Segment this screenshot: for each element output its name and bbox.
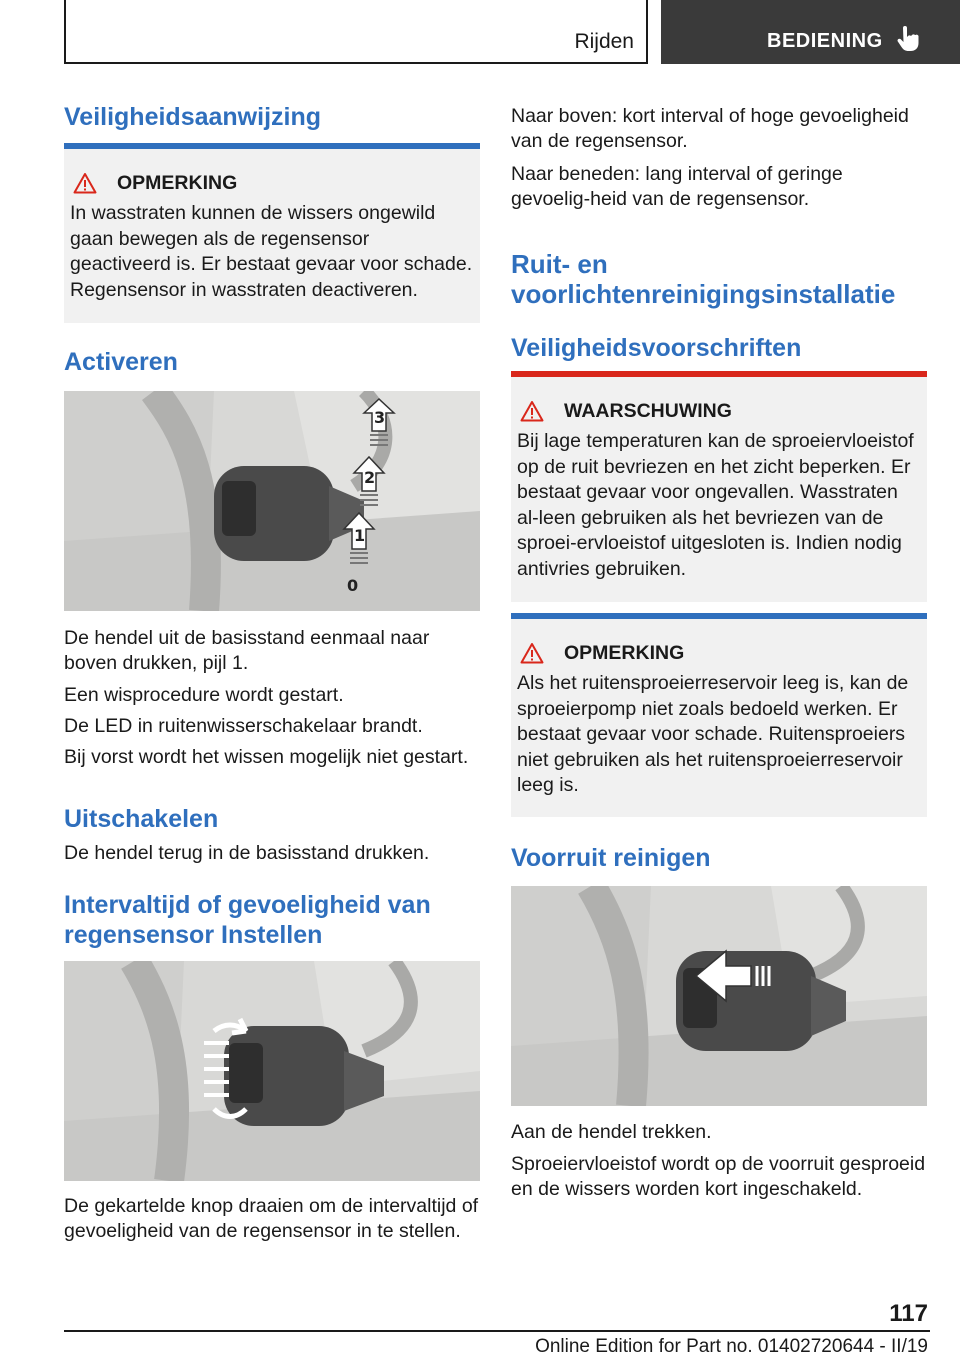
heading-safety-rules: Veiligheidsvoorschriften [511, 334, 802, 362]
warning-box [511, 371, 927, 602]
warning-title: WAARSCHUWING [564, 399, 732, 422]
notice-box [64, 143, 480, 323]
heading-activate: Activeren [64, 348, 178, 376]
notice-box-2 [511, 613, 927, 817]
header-section-label: Rijden [574, 30, 634, 53]
paragraph-activate-3: De LED in ruitenwisserschakelaar brandt. [64, 715, 423, 737]
warning-triangle-icon [520, 642, 544, 664]
warning-triangle-icon [73, 172, 97, 194]
wiper-lever-activate-figure [64, 391, 480, 611]
paragraph-activate-2: Een wisprocedure wordt gestart. [64, 684, 344, 706]
heading-safety: Veiligheidsaanwijzing [64, 103, 322, 131]
arrow-label-0: 0 [347, 576, 359, 595]
wiper-knob-interval-figure [64, 961, 480, 1181]
wiper-lever-pull-figure [511, 886, 927, 1106]
header-chapter-tab [661, 0, 960, 64]
heading-switch-off: Uitschakelen [64, 805, 219, 833]
warning-triangle-icon [520, 400, 544, 422]
paragraph-down: Naar beneden: lang interval of geringe gevoelig-heid van de regensensor. [511, 163, 843, 210]
paragraph-spray: Sproeiervloeistof wordt op de voorruit gesproeid en de wissers worden kort ingeschakeld. [511, 1153, 926, 1200]
paragraph-interval: De gekartelde knop draaien om de intervaltijd of gevoeligheid van de regensensor in te stellen. [64, 1195, 479, 1242]
warning-text: Bij lage temperaturen kan de sproeiervloeistof op de ruit bevriezen en het zicht beperken. Er bestaat gevaar voor ongevallen. Wasstraten al-leen gebruiken als het bevriezen van de sproei-ervloeistof uitgesloten is. Indien nodig antivries gebruiken. [517, 430, 914, 580]
paragraph-switch-off: De hendel terug in de basisstand drukken. [64, 842, 430, 864]
arrow-label-3: 3 [374, 408, 386, 427]
paragraph-up: Naar boven: kort interval of hoge gevoeligheid van de regensensor. [511, 105, 909, 152]
heading-clean-windshield: Voorruit reinigen [511, 844, 711, 872]
notice-title: OPMERKING [117, 171, 238, 194]
edition-footer: Online Edition for Part no. 01402720644 - II/19 [535, 1336, 928, 1357]
notice-text: In wasstraten kunnen de wissers ongewild gaan bewegen als de regensensor geactiveerd is. Er bestaat gevaar voor schade. Regensensor in wasstraten deactiveren. [70, 202, 473, 301]
header-chapter-label: BEDIENING [767, 30, 883, 52]
pointing-hand-icon [897, 26, 919, 57]
footer-divider [64, 1330, 930, 1332]
paragraph-pull: Aan de hendel trekken. [511, 1121, 712, 1143]
notice-title: OPMERKING [564, 641, 685, 664]
arrow-label-2: 2 [364, 468, 376, 487]
notice-text: Als het ruitensproeierreservoir leeg is, kan de sproeierpomp niet zoals bedoeld werken. Er bestaat gevaar voor schade. Ruitensproeiers niet gebruiken als het ruitensproeierreservoir leeg is. [517, 672, 909, 796]
header-section-tab [64, 0, 648, 64]
paragraph-activate-4: Bij vorst wordt het wissen mogelijk niet gestart. [64, 746, 469, 768]
heading-washer: Ruit- en voorlichtenreinigingsinstallatie [511, 249, 896, 309]
heading-interval: Intervaltijd of gevoeligheid van regensensor Instellen [64, 891, 431, 949]
paragraph-activate-1: De hendel uit de basisstand eenmaal naar boven drukken, pijl 1. [64, 627, 430, 674]
page-number: 117 [889, 1300, 928, 1327]
arrow-label-1: 1 [354, 526, 366, 545]
